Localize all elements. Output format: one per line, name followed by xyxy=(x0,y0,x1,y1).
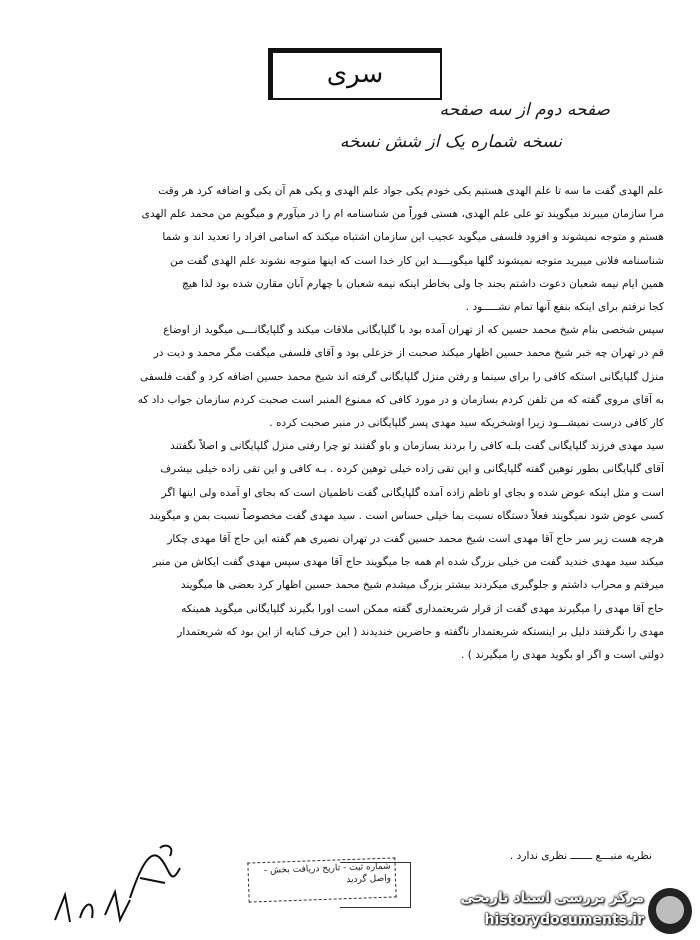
stamp-text: شماره ثبت - تاریخ دریافت بخش - واصل گردید xyxy=(263,861,392,886)
text-line: آقای گلپایگانی بطور توهین گفته گلپایگانی و این تقی زاده خیلی توهین کرده . بـه کافی و این تقی زاده خیلی بیشرف xyxy=(160,463,664,476)
watermark-title: مرکز بررسی اسناد تاریخی xyxy=(460,890,644,906)
watermark-url: historydocuments.ir xyxy=(484,912,644,928)
paragraph-2 xyxy=(48,319,664,435)
paragraph-3 xyxy=(48,435,664,667)
text-line: مهدی را نگرفتند دلیل بر اینستکه شریعتمدار ناگفته و حاضرین خندیدند ( این حرف کنایه از این بود که شریعتمدار xyxy=(177,625,664,638)
text-line: دولتی است و اگر او بگوید مهدی را میگیرند ) . xyxy=(460,649,664,662)
text-line: میرفتم و محراب داشتم و جلوگیری میکردند بیشتر بزرگ میشدم شیخ محمد حسین اظهار کرد بعضی ها میگویند xyxy=(180,579,664,592)
source-opinion-line: نظریه منبـــع ـــــــ نظری ندارد . xyxy=(509,850,652,862)
text-line: میکند سید مهدی خندید گفت من خیلی بزرگ شده ام همه جا میگویند حاج آقا مهدی سپس مهدی گفت ایکاش من منبر xyxy=(152,556,664,569)
text-line: هرچه هست زیر سر حاج آقا مهدی است شیخ محمد حسین گفت در تهران نصیری هم گفته این حاج آقا مهدی چکار xyxy=(167,533,664,546)
page-reference-note: صفحه دوم از سه صفحه xyxy=(439,100,610,120)
report-body xyxy=(48,180,664,667)
text-line: کجا نرفتم برای اینکه بنفع آنها تمام نشـــــود . xyxy=(465,301,664,314)
text-line: شناسنامه فلانی میبرید متوجه نمیشوند گلها میگویــــد این کار خدا است که اینها متوجه نشوند علم الهدی گفت من xyxy=(169,254,664,267)
classification-label: سری xyxy=(326,59,384,89)
text-line: است و مثل اینکه عوض شده و بجای او ناظم زاده آمده گلپایگانی گفت ناظمیان است که بجای او آمده ولی اینها اگر xyxy=(161,486,664,499)
text-line: قم در تهران چه خبر شیخ محمد حسین اظهار میکند صحبت از خزعلی بود و آقای فلسفی میگفت مگر محمد و دیت در xyxy=(153,347,664,360)
text-line: حاج آقا مهدی را میگیرند مهدی گفت از قرار شریعتمداری گفته ممکن است اورا بگیرند گلپایگانی میگوید همینکه xyxy=(181,602,664,615)
text-line: سید مهدی فرزند گلپایگانی گفت بلـه کافی را بردند بسازمان و باو گفتند تو چرا رفتی منزل گلپایگانی و اصلاً نگفتند xyxy=(170,440,664,453)
text-line: علم الهدی گفت ما سه تا علم الهدی هستیم یکی خودم یکی جواد علم الهدی و یکی هم آن یکی و اضافه کرد هر وقت xyxy=(158,185,664,197)
archive-logo-icon xyxy=(648,888,692,934)
handwritten-initials xyxy=(50,880,140,930)
text-line: همین ایام نیمه شعبان دعوت داشتم بجند جا ولی بخاطر اینکه نیمه شعبان با چهارم آبان مقارن شده بود لذا هیچ xyxy=(181,277,664,290)
text-line: هستم و متوجه نمیشوند و افزود فلسفی میگوید عجیب این سازمان اشتباه میکند که اسامی افراد را تعدید اند و شما xyxy=(162,231,664,244)
text-line: کار کافی درست نمیشـــود زیرا اوشخریکه سید مهدی پسر گلپایگانی در منبر صحبت کرده . xyxy=(269,417,664,430)
classification-box xyxy=(268,48,442,100)
text-line: به آقای مروی گفته که من تلفن کردم بسازمان و در مورد کافی که ممنوع المنبر است صحبت کردم سازمان جواب داد که xyxy=(137,393,664,406)
text-line: مرا سازمان میبرند میگویند تو علی علم الهدی، هستی فوراً من شناسنامه ام را در میآورم و میگویم من محمد علم الهدی xyxy=(141,208,664,221)
text-line: منزل گلپایگانی استکه کافی را برای سینما و رفتن منزل گلپایگانی گرفته اند شیخ محمد حسین اضافه کرد و گفت فلسفی xyxy=(139,370,664,383)
text-line: سپس شخصی بنام شیخ محمد حسین که از تهران آمده بود با گلپایگانی ملاقات میکند و گلپایگانـــی میگوید از اوضاع xyxy=(163,324,664,337)
watermark xyxy=(452,888,692,934)
paragraph-1 xyxy=(48,180,664,319)
text-line: کسی عوض شود نمیگویند فعلاً دستگاه نسبت بما خیلی حساس است . سید مهدی گفت مخصوصاً نسبت بمن و میگویند xyxy=(149,509,664,522)
stamp-bracket xyxy=(340,862,411,908)
copy-reference-note: نسخه شماره یک از شش نسخه xyxy=(339,132,562,152)
